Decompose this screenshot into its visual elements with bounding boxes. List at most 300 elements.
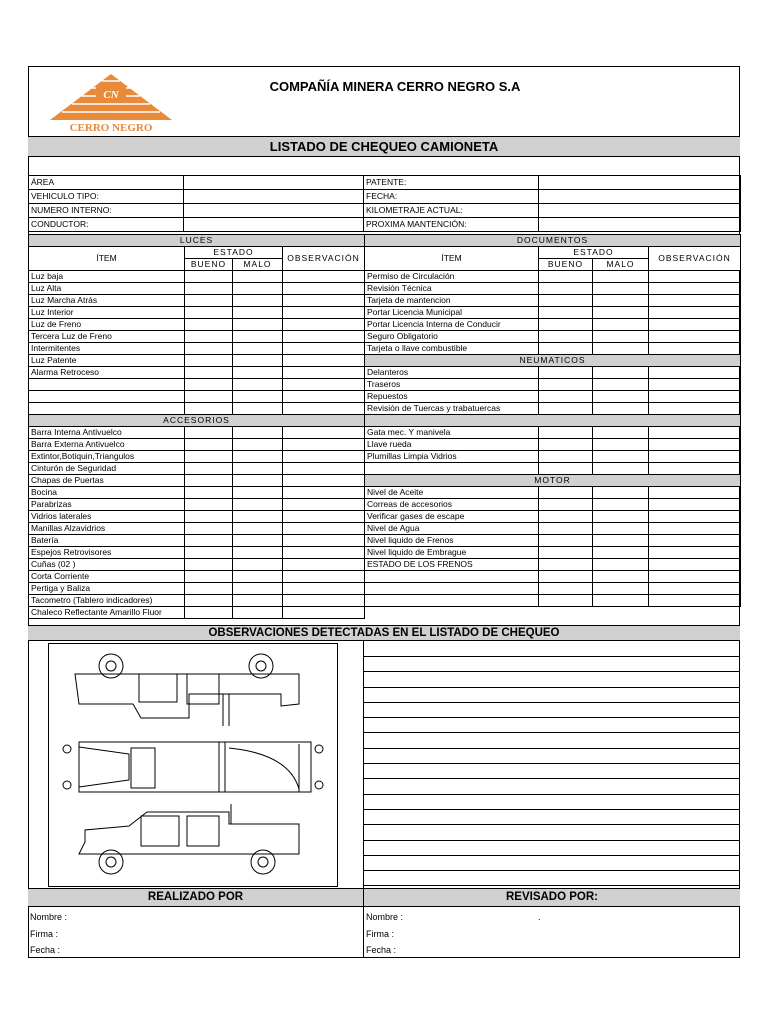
luces-item-label <box>29 391 185 403</box>
luces-malo-cell[interactable] <box>233 403 283 415</box>
observacion-line[interactable] <box>364 656 740 657</box>
accesorios-malo-cell[interactable] <box>233 595 283 607</box>
accesorios-bueno-cell[interactable] <box>185 427 233 439</box>
neumaticos-bueno-cell[interactable] <box>539 367 593 379</box>
documentos-bueno-cell[interactable] <box>539 343 593 355</box>
luces-item-label <box>29 403 185 415</box>
vehicle-diagram <box>48 643 338 887</box>
neumaticos-malo-cell[interactable] <box>593 367 649 379</box>
accesorios-malo-cell[interactable] <box>233 523 283 535</box>
section-luces: LUCES <box>29 235 365 247</box>
motor-item-label: ESTADO DE LOS FRENOS <box>365 559 539 571</box>
info-left-value[interactable] <box>184 218 364 232</box>
neumaticos-malo-cell[interactable] <box>593 379 649 391</box>
luces-observacion-cell[interactable] <box>283 331 365 343</box>
motor-bueno-cell[interactable] <box>539 547 593 559</box>
accesorios-bueno-cell[interactable] <box>185 499 233 511</box>
luces-malo-cell[interactable] <box>233 391 283 403</box>
info-right-value[interactable] <box>539 218 741 232</box>
luces-observacion-cell[interactable] <box>283 343 365 355</box>
info-left-value[interactable] <box>184 204 364 218</box>
accesorios-bueno-cell[interactable] <box>185 439 233 451</box>
motor-observacion-cell[interactable] <box>649 595 741 607</box>
luces-malo-cell[interactable] <box>233 379 283 391</box>
accesorios-right-malo-cell[interactable] <box>593 439 649 451</box>
observacion-line[interactable] <box>364 809 740 810</box>
accesorios-bueno-cell[interactable] <box>185 583 233 595</box>
luces-bueno-cell[interactable] <box>185 331 233 343</box>
table-row <box>29 343 365 355</box>
motor-bueno-cell[interactable] <box>539 523 593 535</box>
table-row <box>365 487 741 499</box>
table-row <box>29 439 365 451</box>
truck-plan-view-icon <box>63 742 323 792</box>
motor-observacion-cell[interactable] <box>649 583 741 595</box>
accesorios-item-label: Parabrizas <box>29 499 185 511</box>
table-row <box>29 379 365 391</box>
luces-item-label: Alarma Retroceso <box>29 367 185 379</box>
motor-malo-cell[interactable] <box>593 547 649 559</box>
col-observacion: OBSERVACIÓN <box>283 247 365 271</box>
luces-item-label: Luz Patente <box>29 355 185 367</box>
luces-malo-cell[interactable] <box>233 307 283 319</box>
luces-observacion-cell[interactable] <box>283 391 365 403</box>
documentos-malo-cell[interactable] <box>593 331 649 343</box>
documentos-malo-cell[interactable] <box>593 319 649 331</box>
col-bueno: BUENO <box>185 259 233 271</box>
luces-observacion-cell[interactable] <box>283 283 365 295</box>
luces-bueno-cell[interactable] <box>185 367 233 379</box>
table-row <box>29 391 365 403</box>
accesorios-bueno-cell[interactable] <box>185 571 233 583</box>
accesorios-item-label: Cuñas (02 ) <box>29 559 185 571</box>
info-right-value[interactable] <box>539 190 741 204</box>
accesorios-right-observacion-cell[interactable] <box>649 439 741 451</box>
accesorios-malo-cell[interactable] <box>233 439 283 451</box>
motor-malo-cell[interactable] <box>593 571 649 583</box>
svg-text:CN: CN <box>103 89 119 101</box>
motor-item-label: Nivel de Aceite <box>365 487 539 499</box>
luces-observacion-cell[interactable] <box>283 271 365 283</box>
accesorios-right-bueno-cell[interactable] <box>539 463 593 475</box>
table-row <box>365 379 741 391</box>
motor-malo-cell[interactable] <box>593 559 649 571</box>
motor-item-label: Correas de accesorios <box>365 499 539 511</box>
info-left-value[interactable] <box>184 190 364 204</box>
motor-malo-cell[interactable] <box>593 511 649 523</box>
accesorios-observacion-cell[interactable] <box>283 595 365 607</box>
observacion-line[interactable] <box>364 702 740 703</box>
realizado-firma-label: Firma : <box>30 929 58 939</box>
documentos-malo-cell[interactable] <box>593 307 649 319</box>
table-row <box>29 427 365 439</box>
accesorios-observacion-cell[interactable] <box>283 523 365 535</box>
cerro-negro-logo <box>44 72 178 134</box>
col-observacion-right: OBSERVACIÓN <box>649 247 741 271</box>
luces-observacion-cell[interactable] <box>283 307 365 319</box>
observacion-line[interactable] <box>364 794 740 795</box>
neumaticos-observacion-cell[interactable] <box>649 379 741 391</box>
accesorios-item-label: Cinturón de Seguridad <box>29 463 185 475</box>
motor-item-label <box>365 595 539 607</box>
col-item: ÍTEM <box>29 247 185 271</box>
luces-item-label: Luz de Freno <box>29 319 185 331</box>
documentos-bueno-cell[interactable] <box>539 307 593 319</box>
luces-observacion-cell[interactable] <box>283 355 365 367</box>
table-row <box>365 343 741 355</box>
accesorios-observacion-cell[interactable] <box>283 463 365 475</box>
table-row <box>365 511 741 523</box>
accesorios-malo-cell[interactable] <box>233 487 283 499</box>
motor-bueno-cell[interactable] <box>539 559 593 571</box>
neumaticos-bueno-cell[interactable] <box>539 403 593 415</box>
info-left-label: VEHICULO TIPO: <box>29 190 184 204</box>
accesorios-right-malo-cell[interactable] <box>593 451 649 463</box>
accesorios-malo-cell[interactable] <box>233 559 283 571</box>
documentos-observacion-cell[interactable] <box>649 295 741 307</box>
table-row <box>29 607 365 619</box>
accesorios-item-label: Chapas de Puertas <box>29 475 185 487</box>
accesorios-bueno-cell[interactable] <box>185 595 233 607</box>
accesorios-item-label: Chaleco Reflectante Amarillo Fluor <box>29 607 185 619</box>
accesorios-malo-cell[interactable] <box>233 535 283 547</box>
accesorios-item-label: Manillas Alzavidrios <box>29 523 185 535</box>
accesorios-bueno-cell[interactable] <box>185 451 233 463</box>
accesorios-bueno-cell[interactable] <box>185 559 233 571</box>
table-row <box>29 523 365 535</box>
table-row <box>365 283 741 295</box>
table-row <box>29 535 365 547</box>
accesorios-right-bueno-cell[interactable] <box>539 451 593 463</box>
revisado-nombre-label: Nombre : <box>366 912 404 922</box>
table-row <box>365 271 741 283</box>
motor-malo-cell[interactable] <box>593 523 649 535</box>
table-row <box>29 331 365 343</box>
luces-malo-cell[interactable] <box>233 355 283 367</box>
accesorios-observacion-cell[interactable] <box>283 499 365 511</box>
accesorios-bueno-cell[interactable] <box>185 523 233 535</box>
accesorios-right-item-label: Llave rueda <box>365 439 539 451</box>
accesorios-malo-cell[interactable] <box>233 607 283 619</box>
table-row <box>29 487 365 499</box>
table-row <box>29 319 365 331</box>
observacion-line[interactable] <box>364 855 740 856</box>
motor-malo-cell[interactable] <box>593 535 649 547</box>
accesorios-observacion-cell[interactable] <box>283 475 365 487</box>
info-right-value[interactable] <box>539 204 741 218</box>
accesorios-bueno-cell[interactable] <box>185 463 233 475</box>
section-accesorios: ACCESORIOS <box>29 415 365 427</box>
col-malo: MALO <box>233 259 283 271</box>
accesorios-malo-cell[interactable] <box>233 427 283 439</box>
accesorios-bueno-cell[interactable] <box>185 607 233 619</box>
luces-item-label: Tercera Luz de Freno <box>29 331 185 343</box>
accesorios-observacion-cell[interactable] <box>283 511 365 523</box>
motor-observacion-cell[interactable] <box>649 511 741 523</box>
table-row <box>365 319 741 331</box>
revisado-fecha-label: Fecha : <box>366 945 397 955</box>
info-row <box>29 190 741 204</box>
accesorios-right-bueno-cell[interactable] <box>539 427 593 439</box>
observacion-line[interactable] <box>364 885 740 886</box>
observacion-line[interactable] <box>364 687 740 688</box>
col-malo-right: MALO <box>593 259 649 271</box>
observacion-line[interactable] <box>364 717 740 718</box>
info-left-label: CONDUCTOR: <box>29 218 184 232</box>
luces-observacion-cell[interactable] <box>283 379 365 391</box>
table-row <box>29 547 365 559</box>
neumaticos-bueno-cell[interactable] <box>539 379 593 391</box>
accesorios-observacion-cell[interactable] <box>283 439 365 451</box>
neumaticos-malo-cell[interactable] <box>593 391 649 403</box>
motor-bueno-cell[interactable] <box>539 571 593 583</box>
accesorios-malo-cell[interactable] <box>233 547 283 559</box>
table-row <box>365 523 741 535</box>
motor-malo-cell[interactable] <box>593 487 649 499</box>
table-row <box>365 535 741 547</box>
luces-malo-cell[interactable] <box>233 283 283 295</box>
svg-text:CERRO NEGRO: CERRO NEGRO <box>69 122 153 134</box>
motor-item-label <box>365 583 539 595</box>
table-row <box>29 583 365 595</box>
motor-bueno-cell[interactable] <box>539 583 593 595</box>
luces-bueno-cell[interactable] <box>185 391 233 403</box>
luces-malo-cell[interactable] <box>233 295 283 307</box>
table-row <box>29 475 365 487</box>
accesorios-right-bueno-cell[interactable] <box>539 439 593 451</box>
documentos-item-label: Tarjeta de mantencion <box>365 295 539 307</box>
luces-bueno-cell[interactable] <box>185 295 233 307</box>
accesorios-observacion-cell[interactable] <box>283 427 365 439</box>
col-item-right: ÍTEM <box>365 247 539 271</box>
info-right-label: PROXIMA MANTENCIÓN: <box>364 218 539 232</box>
table-row <box>29 403 365 415</box>
documentos-bueno-cell[interactable] <box>539 271 593 283</box>
motor-observacion-cell[interactable] <box>649 547 741 559</box>
revisado-dot: . <box>538 912 541 922</box>
realizado-por-title: REALIZADO POR <box>28 888 364 907</box>
accesorios-item-label: Pertiga y Baliza <box>29 583 185 595</box>
table-row <box>29 511 365 523</box>
accesorios-item-label: Espejos Retrovisores <box>29 547 185 559</box>
motor-bueno-cell[interactable] <box>539 595 593 607</box>
luces-observacion-cell[interactable] <box>283 295 365 307</box>
accesorios-item-label: Bocina <box>29 487 185 499</box>
documentos-item-label: Revisión Técnica <box>365 283 539 295</box>
accesorios-observacion-cell[interactable] <box>283 583 365 595</box>
neumaticos-malo-cell[interactable] <box>593 403 649 415</box>
table-row <box>29 451 365 463</box>
luces-malo-cell[interactable] <box>233 367 283 379</box>
col-estado: ESTADO <box>185 247 283 259</box>
table-row <box>29 367 365 379</box>
luces-bueno-cell[interactable] <box>185 319 233 331</box>
documentos-bueno-cell[interactable] <box>539 319 593 331</box>
accesorios-bueno-cell[interactable] <box>185 487 233 499</box>
form-title: LISTADO DE CHEQUEO CAMIONETA <box>28 136 740 157</box>
info-row <box>29 176 741 190</box>
accesorios-observacion-cell[interactable] <box>283 547 365 559</box>
luces-item-label: Luz Alta <box>29 283 185 295</box>
accesorios-right-observacion-cell[interactable] <box>649 451 741 463</box>
luces-bueno-cell[interactable] <box>185 403 233 415</box>
luces-malo-cell[interactable] <box>233 331 283 343</box>
accesorios-item-label: Corta Corriente <box>29 571 185 583</box>
left-checklist-table <box>28 234 365 619</box>
neumaticos-item-label: Traseros <box>365 379 539 391</box>
documentos-observacion-cell[interactable] <box>649 319 741 331</box>
documentos-item-label: Seguro Obligatorio <box>365 331 539 343</box>
accesorios-observacion-cell[interactable] <box>283 535 365 547</box>
vehicle-info-table <box>28 175 741 232</box>
table-row <box>365 463 741 475</box>
neumaticos-observacion-cell[interactable] <box>649 367 741 379</box>
info-left-value[interactable] <box>184 176 364 190</box>
accesorios-malo-cell[interactable] <box>233 583 283 595</box>
observacion-line[interactable] <box>364 748 740 749</box>
table-row <box>29 355 365 367</box>
luces-bueno-cell[interactable] <box>185 307 233 319</box>
col-estado-right: ESTADO <box>539 247 649 259</box>
table-row <box>365 547 741 559</box>
motor-malo-cell[interactable] <box>593 583 649 595</box>
neumaticos-observacion-cell[interactable] <box>649 403 741 415</box>
documentos-malo-cell[interactable] <box>593 271 649 283</box>
motor-item-label: Nivel liquido de Frenos <box>365 535 539 547</box>
motor-item-label <box>365 571 539 583</box>
accesorios-bueno-cell[interactable] <box>185 511 233 523</box>
documentos-malo-cell[interactable] <box>593 295 649 307</box>
luces-item-label <box>29 379 185 391</box>
observacion-line[interactable] <box>364 763 740 764</box>
info-right-value[interactable] <box>539 176 741 190</box>
motor-observacion-cell[interactable] <box>649 499 741 511</box>
table-row <box>29 295 365 307</box>
accesorios-right-observacion-cell[interactable] <box>649 463 741 475</box>
luces-bueno-cell[interactable] <box>185 271 233 283</box>
accesorios-malo-cell[interactable] <box>233 463 283 475</box>
obs-divider <box>363 641 364 888</box>
table-row <box>365 295 741 307</box>
table-row <box>365 367 741 379</box>
accesorios-malo-cell[interactable] <box>233 511 283 523</box>
documentos-bueno-cell[interactable] <box>539 283 593 295</box>
motor-item-label: Nivel de Agua <box>365 523 539 535</box>
documentos-observacion-cell[interactable] <box>649 343 741 355</box>
accesorios-observacion-cell[interactable] <box>283 451 365 463</box>
luces-observacion-cell[interactable] <box>283 403 365 415</box>
documentos-bueno-cell[interactable] <box>539 331 593 343</box>
info-right-label: FECHA: <box>364 190 539 204</box>
accesorios-malo-cell[interactable] <box>233 451 283 463</box>
info-left-label: NUMERO INTERNO: <box>29 204 184 218</box>
section-motor: MOTOR <box>365 475 741 487</box>
info-left-label: ÁREA <box>29 176 184 190</box>
accesorios-malo-cell[interactable] <box>233 475 283 487</box>
motor-observacion-cell[interactable] <box>649 523 741 535</box>
documentos-item-label: Tarjeta o llave combustible <box>365 343 539 355</box>
company-name: COMPAÑÍA MINERA CERRO NEGRO S.A <box>269 79 521 94</box>
table-row <box>29 271 365 283</box>
accesorios-observacion-cell[interactable] <box>283 559 365 571</box>
luces-bueno-cell[interactable] <box>185 283 233 295</box>
documentos-observacion-cell[interactable] <box>649 331 741 343</box>
luces-bueno-cell[interactable] <box>185 343 233 355</box>
accesorios-observacion-cell[interactable] <box>283 487 365 499</box>
motor-malo-cell[interactable] <box>593 595 649 607</box>
accesorios-right-malo-cell[interactable] <box>593 427 649 439</box>
luces-observacion-cell[interactable] <box>283 319 365 331</box>
motor-observacion-cell[interactable] <box>649 535 741 547</box>
documentos-item-label: Portar Licencia Interna de Conducir <box>365 319 539 331</box>
accesorios-malo-cell[interactable] <box>233 499 283 511</box>
accesorios-observacion-cell[interactable] <box>283 571 365 583</box>
documentos-observacion-cell[interactable] <box>649 307 741 319</box>
neumaticos-observacion-cell[interactable] <box>649 391 741 403</box>
motor-bueno-cell[interactable] <box>539 535 593 547</box>
motor-bueno-cell[interactable] <box>539 511 593 523</box>
motor-observacion-cell[interactable] <box>649 559 741 571</box>
truck-side-top-icon <box>75 654 299 726</box>
luces-malo-cell[interactable] <box>233 319 283 331</box>
accesorios-item-label: Barra Externa Antivuelco <box>29 439 185 451</box>
observacion-line[interactable] <box>364 671 740 672</box>
observacion-line[interactable] <box>364 870 740 871</box>
accesorios-bueno-cell[interactable] <box>185 475 233 487</box>
documentos-malo-cell[interactable] <box>593 283 649 295</box>
luces-item-label: Luz Interior <box>29 307 185 319</box>
luces-observacion-cell[interactable] <box>283 367 365 379</box>
accesorios-bueno-cell[interactable] <box>185 535 233 547</box>
motor-bueno-cell[interactable] <box>539 487 593 499</box>
observacion-line[interactable] <box>364 824 740 825</box>
info-row <box>29 218 741 232</box>
motor-observacion-cell[interactable] <box>649 571 741 583</box>
accesorios-right-observacion-cell[interactable] <box>649 427 741 439</box>
accesorios-bueno-cell[interactable] <box>185 547 233 559</box>
neumaticos-bueno-cell[interactable] <box>539 391 593 403</box>
accesorios-right-malo-cell[interactable] <box>593 463 649 475</box>
motor-bueno-cell[interactable] <box>539 499 593 511</box>
observacion-line[interactable] <box>364 778 740 779</box>
table-row <box>29 595 365 607</box>
motor-observacion-cell[interactable] <box>649 487 741 499</box>
documentos-observacion-cell[interactable] <box>649 283 741 295</box>
documentos-malo-cell[interactable] <box>593 343 649 355</box>
info-row <box>29 204 741 218</box>
luces-malo-cell[interactable] <box>233 271 283 283</box>
revisado-firma-label: Firma : <box>366 929 394 939</box>
accesorios-malo-cell[interactable] <box>233 571 283 583</box>
table-row <box>365 307 741 319</box>
table-row <box>365 439 741 451</box>
observacion-line[interactable] <box>364 732 740 733</box>
accesorios-right-item-label: Plumillas Limpia Vidrios <box>365 451 539 463</box>
luces-malo-cell[interactable] <box>233 343 283 355</box>
observacion-line[interactable] <box>364 840 740 841</box>
observaciones-title: OBSERVACIONES DETECTADAS EN EL LISTADO DE CHEQUEO <box>28 625 740 641</box>
table-row <box>365 331 741 343</box>
luces-bueno-cell[interactable] <box>185 379 233 391</box>
accesorios-bar-right <box>365 415 741 427</box>
documentos-bueno-cell[interactable] <box>539 295 593 307</box>
table-row <box>365 451 741 463</box>
motor-malo-cell[interactable] <box>593 499 649 511</box>
documentos-observacion-cell[interactable] <box>649 271 741 283</box>
luces-bueno-cell[interactable] <box>185 355 233 367</box>
accesorios-observacion-cell[interactable] <box>283 607 365 619</box>
accesorios-right-item-label <box>365 463 539 475</box>
